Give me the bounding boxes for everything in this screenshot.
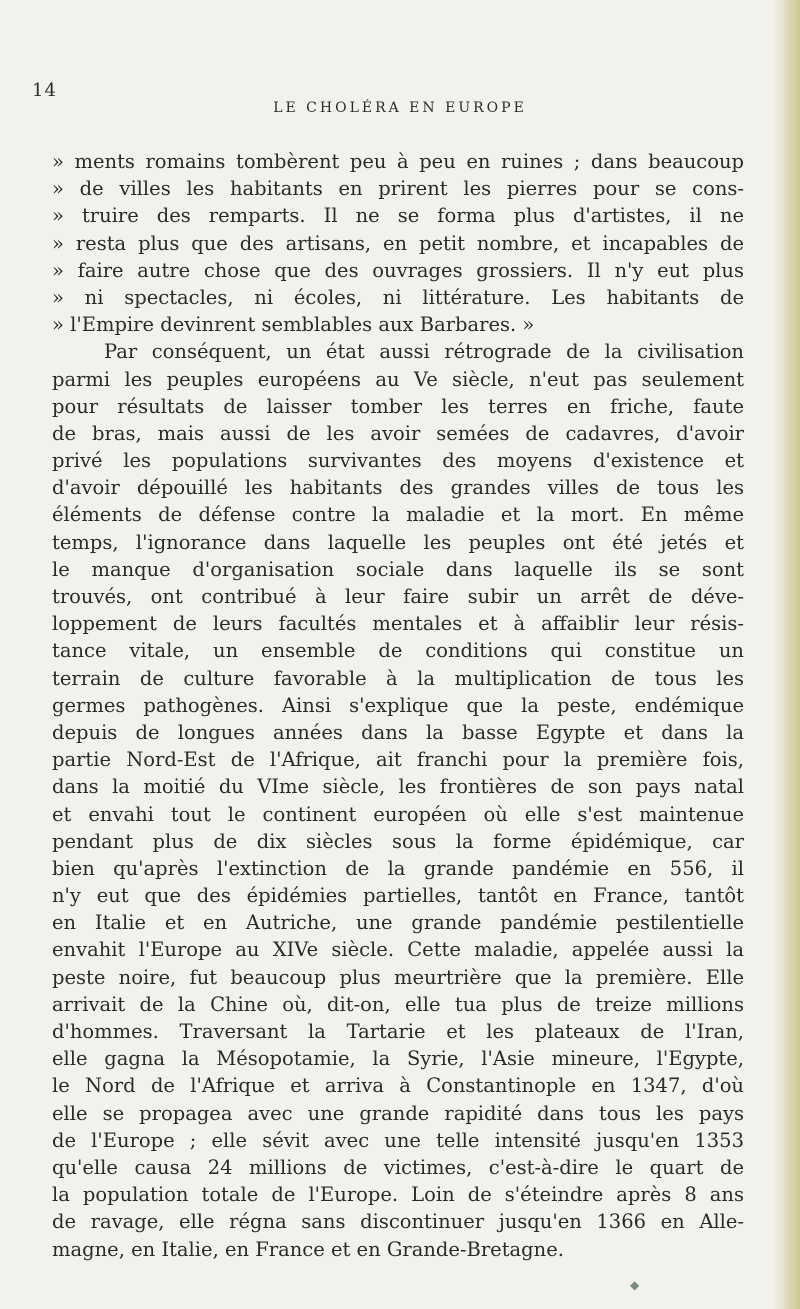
text-line: tance vitale, un ensemble de conditions qui constitue un bbox=[52, 639, 744, 663]
page-number: 14 bbox=[32, 80, 57, 101]
text-line: qu'elle causa 24 millions de victimes, c'est-à-dire le quart de bbox=[52, 1155, 744, 1179]
text-line: » truire des remparts. Il ne se forma plus d'artistes, il ne bbox=[52, 204, 744, 228]
text-line: privé les populations survivantes des moyens d'existence et bbox=[52, 449, 744, 473]
text-line: la population totale de l'Europe. Loin de s'éteindre après 8 ans bbox=[52, 1183, 744, 1207]
text-line: partie Nord-Est de l'Afrique, ait franchi pour la première fois, bbox=[52, 748, 744, 772]
text-line: parmi les peuples européens au Ve siècle, n'eut pas seulement bbox=[52, 367, 744, 391]
text-line: dans la moitié du VIme siècle, les frontières de son pays natal bbox=[52, 775, 744, 799]
text-line: temps, l'ignorance dans laquelle les peuples ont été jetés et bbox=[52, 530, 744, 554]
text-line: envahit l'Europe au XIVe siècle. Cette maladie, appelée aussi la bbox=[52, 938, 744, 962]
text-line: le manque d'organisation sociale dans laquelle ils se sont bbox=[52, 557, 744, 581]
text-line: depuis de longues années dans la basse Egypte et dans la bbox=[52, 720, 744, 744]
text-line: loppement de leurs facultés mentales et à affaiblir leur résis- bbox=[52, 612, 744, 636]
text-line: » ments romains tombèrent peu à peu en ruines ; dans beaucoup bbox=[52, 150, 744, 173]
text-line: pendant plus de dix siècles sous la forme épidémique, car bbox=[52, 829, 744, 853]
text-line: n'y eut que des épidémies partielles, tantôt en France, tantôt bbox=[52, 884, 744, 908]
text-line: arrivait de la Chine où, dit-on, elle tua plus de treize millions bbox=[52, 992, 744, 1016]
text-line: et envahi tout le continent européen où elle s'est maintenue bbox=[52, 802, 744, 826]
text-line: pour résultats de laisser tomber les terres en friche, faute bbox=[52, 394, 744, 418]
text-line: terrain de culture favorable à la multiplication de tous les bbox=[52, 666, 744, 690]
text-line: » l'Empire devinrent semblables aux Barbares. » bbox=[52, 313, 535, 337]
text-line: magne, en Italie, en France et en Grande-Bretagne. bbox=[52, 1237, 564, 1261]
text-line: germes pathogènes. Ainsi s'explique que la peste, endémique bbox=[52, 693, 744, 717]
text-line: » faire autre chose que des ouvrages grossiers. Il n'y eut plus bbox=[52, 258, 744, 282]
text-line: de ravage, elle régna sans discontinuer jusqu'en 1366 en Alle- bbox=[52, 1210, 744, 1234]
text-line: d'avoir dépouillé les habitants des grandes villes de tous les bbox=[52, 476, 744, 500]
text-line: » ni spectacles, ni écoles, ni littérature. Les habitants de bbox=[52, 285, 744, 309]
text-line: elle gagna la Mésopotamie, la Syrie, l'Asie mineure, l'Egypte, bbox=[52, 1047, 744, 1071]
text-line: le Nord de l'Afrique et arriva à Constantinople en 1347, d'où bbox=[52, 1074, 744, 1098]
footer-ornament: ◆ bbox=[630, 1278, 640, 1292]
running-title: LE CHOLÉRA EN EUROPE bbox=[273, 100, 527, 116]
text-line: Par conséquent, un état aussi rétrograde de la civilisation bbox=[104, 340, 744, 364]
text-line: d'hommes. Traversant la Tartarie et les plateaux de l'Iran, bbox=[52, 1020, 744, 1043]
text-line: en Italie et en Autriche, une grande pandémie pestilentielle bbox=[52, 911, 744, 935]
text-line: de l'Europe ; elle sévit avec une telle intensité jusqu'en 1353 bbox=[52, 1128, 744, 1152]
page-edge-shadow bbox=[772, 0, 800, 1309]
text-line: » de villes les habitants en prirent les pierres pour se cons- bbox=[52, 177, 744, 201]
text-line: peste noire, fut beaucoup plus meurtrière que la première. Elle bbox=[52, 965, 744, 989]
text-line: éléments de défense contre la maladie et la mort. En même bbox=[52, 503, 744, 527]
text-line: trouvés, ont contribué à leur faire subir un arrêt de déve- bbox=[52, 585, 744, 608]
body-text bbox=[52, 148, 744, 1263]
text-line: » resta plus que des artisans, en petit nombre, et incapables de bbox=[52, 231, 744, 255]
text-line: de bras, mais aussi de les avoir semées de cadavres, d'avoir bbox=[52, 421, 744, 445]
text-line: bien qu'après l'extinction de la grande pandémie en 556, il bbox=[52, 856, 744, 880]
text-line: elle se propagea avec une grande rapidité dans tous les pays bbox=[52, 1101, 744, 1125]
